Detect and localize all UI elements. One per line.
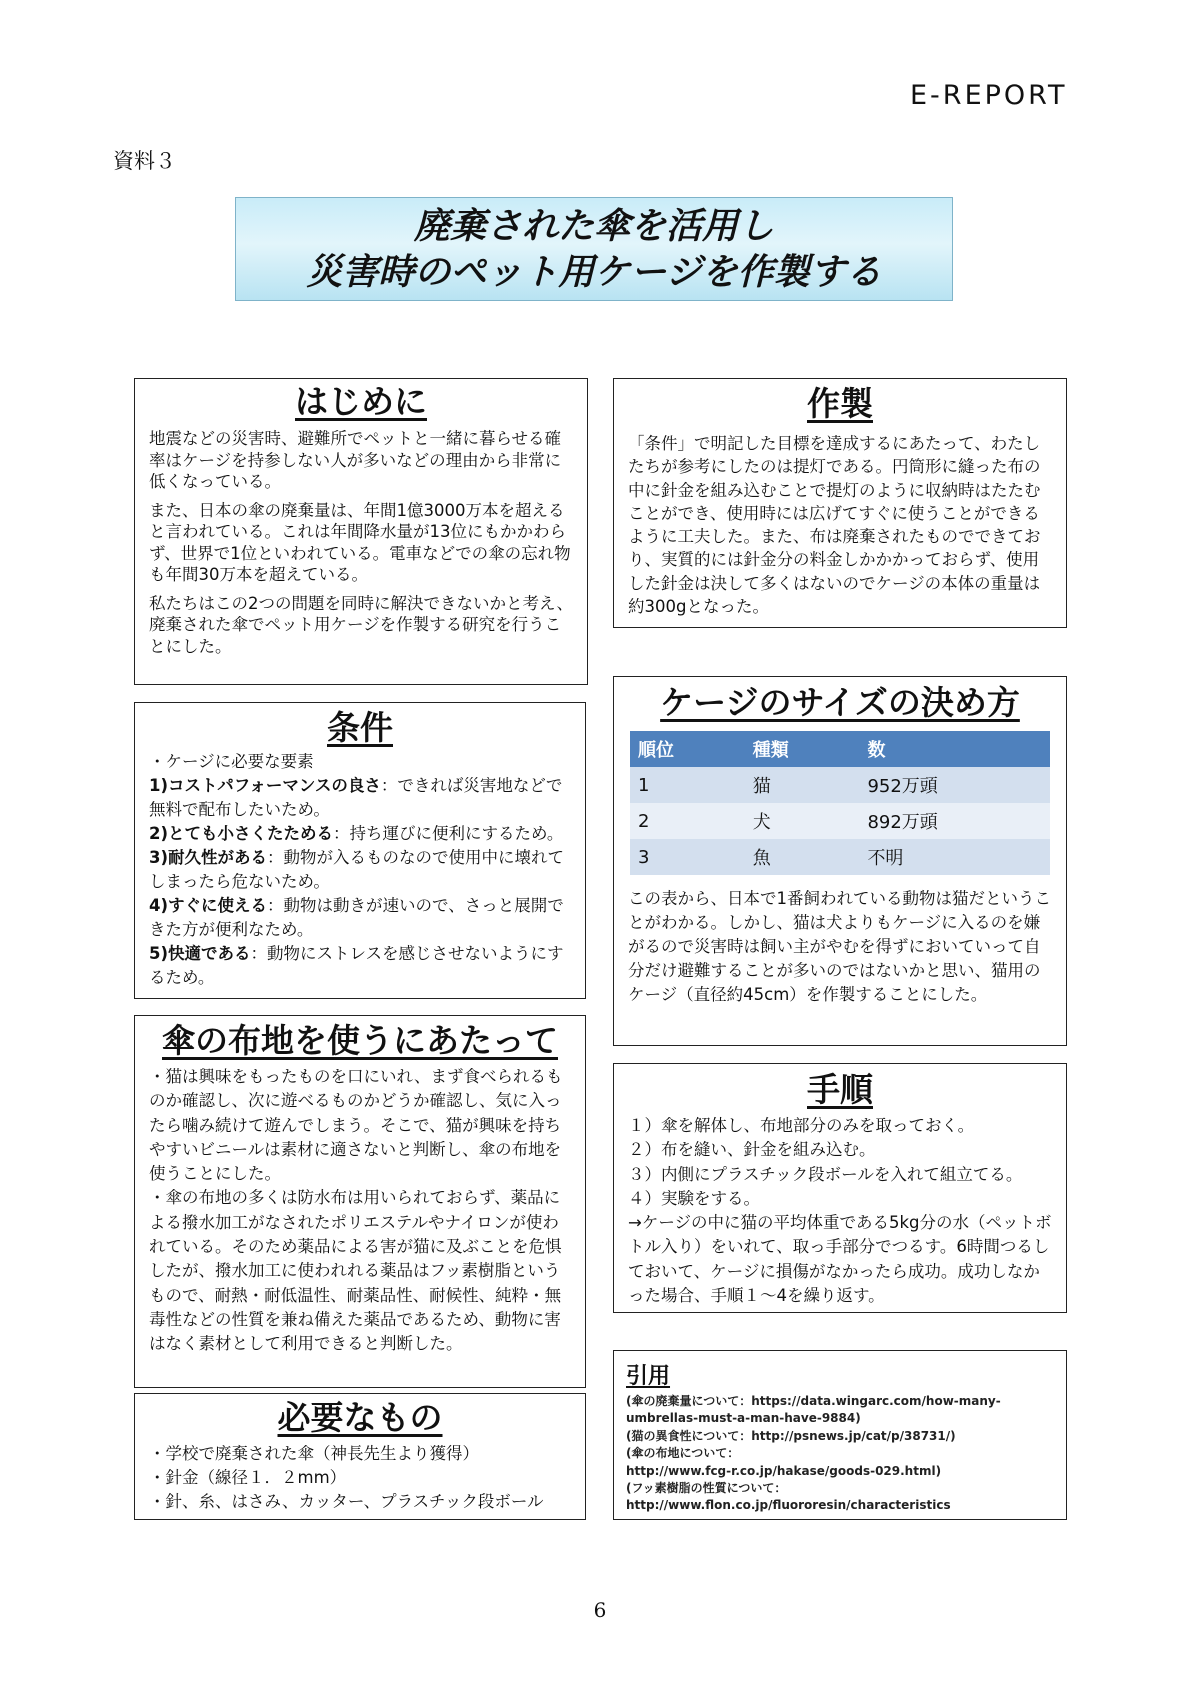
step-item: ４）実験をする。 [628,1188,760,1208]
condition-item [149,774,571,822]
make-text: 「条件」で明記した目標を達成するにあたって、わたしたちが参考にしたのは提灯である。円筒形に縫った布の中に針金を組み込むことで提灯のように収納時はたたむことができ、使用時には広げてすぐに使うことができるように工夫した。また、布は廃棄されたものでできており、実質的には針金分の料金しかかかっておらず、使用した針金は決して多くはないのでケージの本体の重量は約300gとなった。 [628,434,1041,617]
fabric-paragraph: ・猫は興味をもったものを口にいれ、まず食べられるものか確認し、次に遊べるものかどうか確認し、気に入ったら噛み続けて遊んでしまう。そこで、猫が興味を持ちやすいビニールは素材に適さないと判断し、傘の布地を使うことにした。 [149,1067,563,1184]
table-cell: 1 [630,767,745,803]
condition-item [149,846,571,894]
needs-item: ・針、糸、はさみ、カッター、プラスチック段ボール [149,1492,544,1511]
intro-paragraph: 地震などの災害時、避難所でペットと一緒に暮らせる確率はケージを持参しない人が多いなどの理由から非常に低くなっている。 [149,429,562,491]
steps-section [613,1063,1067,1313]
steps-heading: 手順 [807,1070,873,1109]
condition-item [149,894,571,942]
needs-item: ・学校で廃棄された傘（神長先生より獲得） [149,1444,479,1463]
citation-item: (フッ素樹脂の性質について： [626,1481,787,1496]
citation-item: (猫の異食性について：http://psnews.jp/cat/p/38731/) [626,1428,956,1443]
fabric-paragraph: ・傘の布地の多くは防水布は用いられておらず、薬品による撥水加工がなされたポリエステルやナイロンが使われている。そのため薬品による害が猫に及ぶことを危惧したが、撥水加工に使われれる薬品はフッ素樹脂というもので、耐熱・耐低温性、耐薬品性、耐候性、純粋・無毒性などの性質を兼ね備えた薬品であるため、動物に害はなく素材として利用できると判断した。 [149,1188,562,1354]
conditions-section [134,702,586,999]
condition-title: 5)快適である [149,944,251,963]
citation-item: http://www.flon.co.jp/fluororesin/characteristics [626,1498,951,1513]
table-cell: 猫 [745,767,860,803]
table-cell: 952万頭 [859,767,1050,803]
fabric-section [134,1015,586,1388]
title-banner [235,197,953,301]
condition-title: 4)すぐに使える [149,896,268,915]
intro-section [134,378,588,685]
condition-item [149,942,571,990]
title-line-1: 廃棄された傘を活用し [413,206,774,247]
needs-heading: 必要なもの [277,1398,443,1437]
step-item: ３）内側にプラスチック段ボールを入れて組立てる。 [628,1164,1023,1184]
table-row [630,839,1050,875]
table-cell: 犬 [745,803,860,839]
table-row [630,767,1050,803]
condition-title: 3)耐久性がある [149,848,268,867]
citations-list [626,1393,1054,1515]
citation-item: (傘の廃棄量について：https://data.wingarc.com/how-many-umbrellas-must-a-man-have-9884) [626,1394,1001,1426]
citations-heading: 引用 [626,1364,671,1389]
condition-desc: ：動物は動きが速いので、さっと展開できた方が便利なため。 [149,896,564,939]
condition-desc: ：持ち運びに便利にするため。 [333,824,564,843]
intro-heading: はじめに [295,382,427,421]
step-item: １）傘を解体し、布地部分のみを取っておく。 [628,1116,975,1135]
citation-item: http://www.fcg-r.co.jp/hakase/goods-029.html) [626,1463,942,1478]
table-cell: 892万頭 [859,803,1050,839]
needs-section [134,1393,586,1520]
conditions-intro: ・ケージに必要な要素 [149,752,314,771]
condition-desc: ：動物が入るものなので使用中に壊れてしまったら危ないため。 [149,848,565,891]
page-number: 6 [593,1598,607,1622]
conditions-heading: 条件 [327,708,393,747]
report-label: E-REPORT [910,80,1068,111]
make-heading: 作製 [807,384,873,423]
pet-ranking-table [630,731,1050,875]
conditions-list [149,750,571,990]
column-header-kind: 種類 [745,731,860,767]
condition-desc: ：できれば災害地などで無料で配布したいため。 [149,776,563,819]
document-label: 資料３ [113,149,176,173]
column-header-count: 数 [859,731,1050,767]
size-text: この表から、日本で1番飼われている動物は猫だということがわかる。しかし、猫は犬よりもケージに入るのを嫌がるので災害時は飼い主がやむを得ずにおいていって自分だけ避難することが多いのではないかと思い、猫用のケージ（直径約45cm）を作製することにした。 [628,889,1051,1004]
condition-desc: ：動物にストレスを感じさせないようにするため。 [149,944,564,987]
column-header-rank: 順位 [630,731,745,767]
condition-title: 1)コストパフォーマンスの良さ [149,776,381,795]
title-line-2: 災害時のペット用ケージを作製する [306,252,882,293]
table-cell: 2 [630,803,745,839]
table-cell: 不明 [859,839,1050,875]
needs-list [149,1442,571,1514]
citation-item: (傘の布地について： [626,1446,740,1461]
make-section [613,378,1067,628]
needs-item: ・針金（線径１．２mm） [149,1468,347,1487]
table-cell: 魚 [745,839,860,875]
condition-title: 2)とても小さくたためる [149,824,334,843]
steps-list [628,1114,1052,1308]
table-header-row [630,731,1050,767]
citations-section [613,1350,1067,1520]
intro-paragraph: また、日本の傘の廃棄量は、年間1億3000万本を超えると言われている。これは年間降水量が13位にもかかわらず、世界で1位といわれている。電車などでの傘の忘れ物も年間30万本を超えている。 [149,500,571,584]
condition-item [149,822,571,846]
fabric-heading: 傘の布地を使うにあたって [162,1021,558,1060]
table-row [630,803,1050,839]
table-cell: 3 [630,839,745,875]
size-section [613,676,1067,1046]
intro-paragraph: 私たちはこの2つの問題を同時に解決できないかと考え、廃棄された傘でペット用ケージを作製する研究を行うことにした。 [149,593,573,656]
step-item: →ケージの中に猫の平均体重である5kg分の水（ペットボトル入り）をいれて、取っ手部分でつるす。6時間つるしておいて、ケージに損傷がなかったら成功。成功しなかった場合、手順１～4を繰り返す。 [628,1213,1052,1306]
step-item: ２）布を縫い、針金を組み込む。 [628,1140,876,1160]
size-heading: ケージのサイズの決め方 [660,683,1020,722]
